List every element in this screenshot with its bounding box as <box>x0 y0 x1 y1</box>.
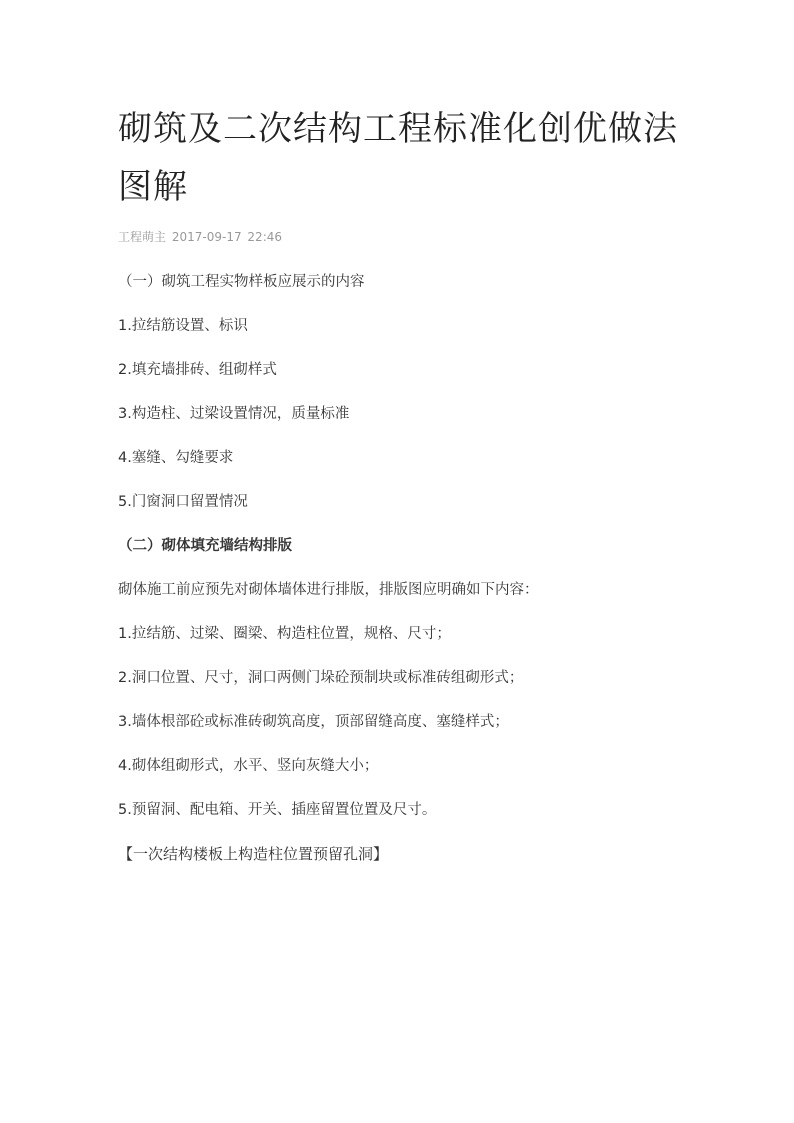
paragraph-item: 4.砌体组砌形式，水平、竖向灰缝大小； <box>118 758 379 774</box>
paragraph-section-heading-bold: （二）砌体填充墙结构排版 <box>118 538 292 554</box>
paragraph-item: 4.塞缝、勾缝要求 <box>118 450 234 466</box>
publish-date: 2017-09-17 <box>171 230 242 244</box>
article <box>118 100 698 865</box>
paragraph-item: 5.门窗洞口留置情况 <box>118 494 248 510</box>
article-meta <box>118 228 698 246</box>
paragraph-item: 2.洞口位置、尺寸，洞口两侧门垛砼预制块或标准砖组砌形式； <box>118 670 524 686</box>
paragraph-item: 3.墙体根部砼或标准砖砌筑高度，顶部留缝高度、塞缝样式； <box>118 714 509 730</box>
paragraph-item: 5.预留洞、配电箱、开关、插座留置位置及尺寸。 <box>118 802 437 818</box>
paragraph-intro: 砌体施工前应预先对砌体墙体进行排版，排版图应明确如下内容： <box>118 582 539 598</box>
paragraph-item: 1.拉结筋设置、标识 <box>118 318 248 334</box>
paragraph-item: 3.构造柱、过梁设置情况，质量标准 <box>118 406 350 422</box>
paragraph-item: 2.填充墙排砖、组砌样式 <box>118 362 277 378</box>
paragraph-section-heading: （一）砌筑工程实物样板应展示的内容 <box>118 274 365 290</box>
article-title: 砌筑及二次结构工程标准化创优做法图解 <box>118 109 678 207</box>
publish-time: 22:46 <box>247 230 283 244</box>
author-name[interactable]: 工程萌主 <box>118 230 167 244</box>
image-caption: 【一次结构楼板上构造柱位置预留孔洞】 <box>118 845 389 863</box>
paragraph-item: 1.拉结筋、过梁、圈梁、构造柱位置，规格、尺寸； <box>118 626 451 642</box>
